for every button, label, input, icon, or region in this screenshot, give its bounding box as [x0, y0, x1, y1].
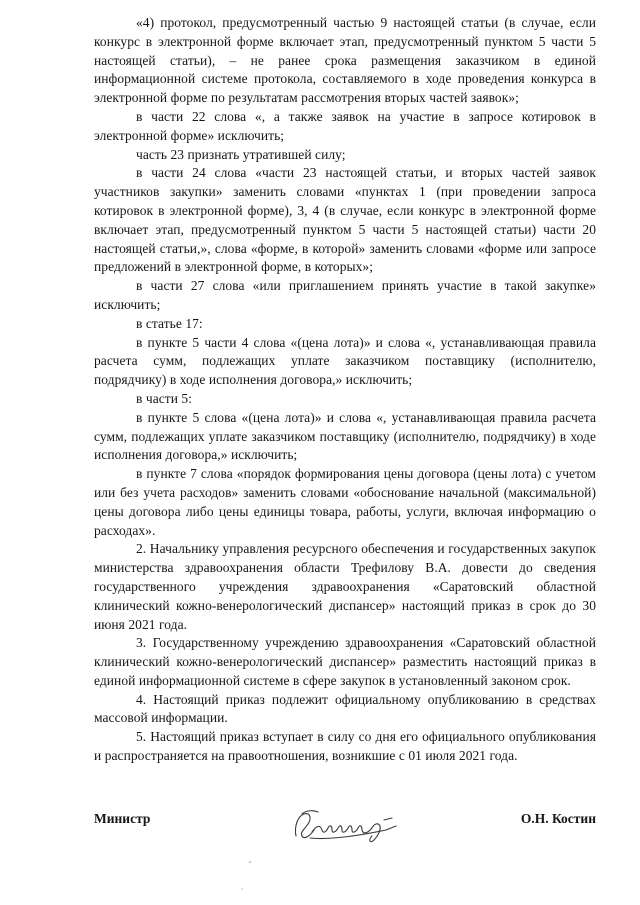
handwritten-signature — [288, 806, 404, 850]
paragraph-clause-2: 2. Начальнику управления ресурсного обеспечения и государственных закупок министерства здравоохранения области Трефилову В.А. довести до сведения государственного учреждения здравоохранения «Саратовский областной клинический кожно-венерологический диспансер» настоящий приказ в срок до 30 июня 2021 года. — [94, 541, 596, 632]
signature-block — [94, 806, 596, 846]
paragraph-protocol-item-4: «4) протокол, предусмотренный частью 9 настоящей статьи (в случае, если конкурс в электронной форме включает этап, предусмотренный пунктом 5 части 5 настоящей статьи), – не ранее срока размещения заказчиком в единой информационной системе протокола, составляемого в ходе проведения конкурса в электронной форме по результатам рассмотрения вторых частей заявок»; — [94, 15, 596, 106]
signatory-name: О.Н. Костин — [520, 811, 596, 826]
paragraph-part-23: часть 23 признать утратившей силу; — [136, 146, 346, 162]
paragraph-article-17-part-4-item-5: в пункте 5 части 4 слова «(цена лота)» и слова «, устанавливающая правила расчета сумм, подлежащих уплате заказчиком поставщику (исполнителю, подрядчику) в ходе исполнения договора,» исключить; — [94, 334, 596, 388]
paragraph-part-5-item-5: в пункте 5 слова «(цена лота)» и слова «, устанавливающая правила расчета сумм, подлежащих уплате заказчиком поставщику (исполнителю, подрядчику) в ходе исполнения договора,» исключить; — [94, 409, 596, 463]
paragraph-clause-3: 3. Государственному учреждению здравоохранения «Саратовский областной клинический кожно-венерологический диспансер» разместить настоящий приказ в единой информационной системе в сфере закупок в установленный законом срок. — [94, 635, 596, 688]
paragraph-article-17: в статье 17: — [136, 315, 203, 331]
signatory-role: Министр — [94, 811, 151, 826]
paragraph-part-27: в части 27 слова «или приглашением принять участие в такой закупке» исключить; — [94, 278, 596, 312]
paragraph-clause-5: 5. Настоящий приказ вступает в силу со дня его официального опубликования и распространяется на правоотношения, возникшие с 01 июля 2021 года. — [94, 729, 596, 764]
paragraph-clause-4: 4. Настоящий приказ подлежит официальному опубликованию в средствах массовой информации. — [94, 691, 596, 726]
paragraph-part-24: в части 24 слова «части 23 настоящей статьи, и вторых частей заявок участников закупки» заменить словами «пунктах 1 (при проведении запроса котировок в электронной форме), 3, 4 (в случае, если конкурс в электронной форме включает этап, предусмотренный пунктом 5 части 5 настоящей статьи) части 20 настоящей статьи,», слова «форме, в которой» заменить словами «форме или запросе предложений в электронной форме, в которых»; — [94, 165, 596, 275]
paragraph-part-5: в части 5: — [136, 390, 193, 406]
paragraph-part-5-item-7: в пункте 7 слова «порядок формирования цены договора (цены лота) с учетом или без учета расходов» заменить словами «обоснование начальной (максимальной) цены договора либо цены единицы товара, работы, услуги, включая информацию о расходах». — [94, 466, 596, 538]
paragraph-part-22: в части 22 слова «, а также заявок на участие в запросе котировок в электронной форме» исключить; — [94, 108, 596, 143]
document-body — [94, 14, 596, 766]
